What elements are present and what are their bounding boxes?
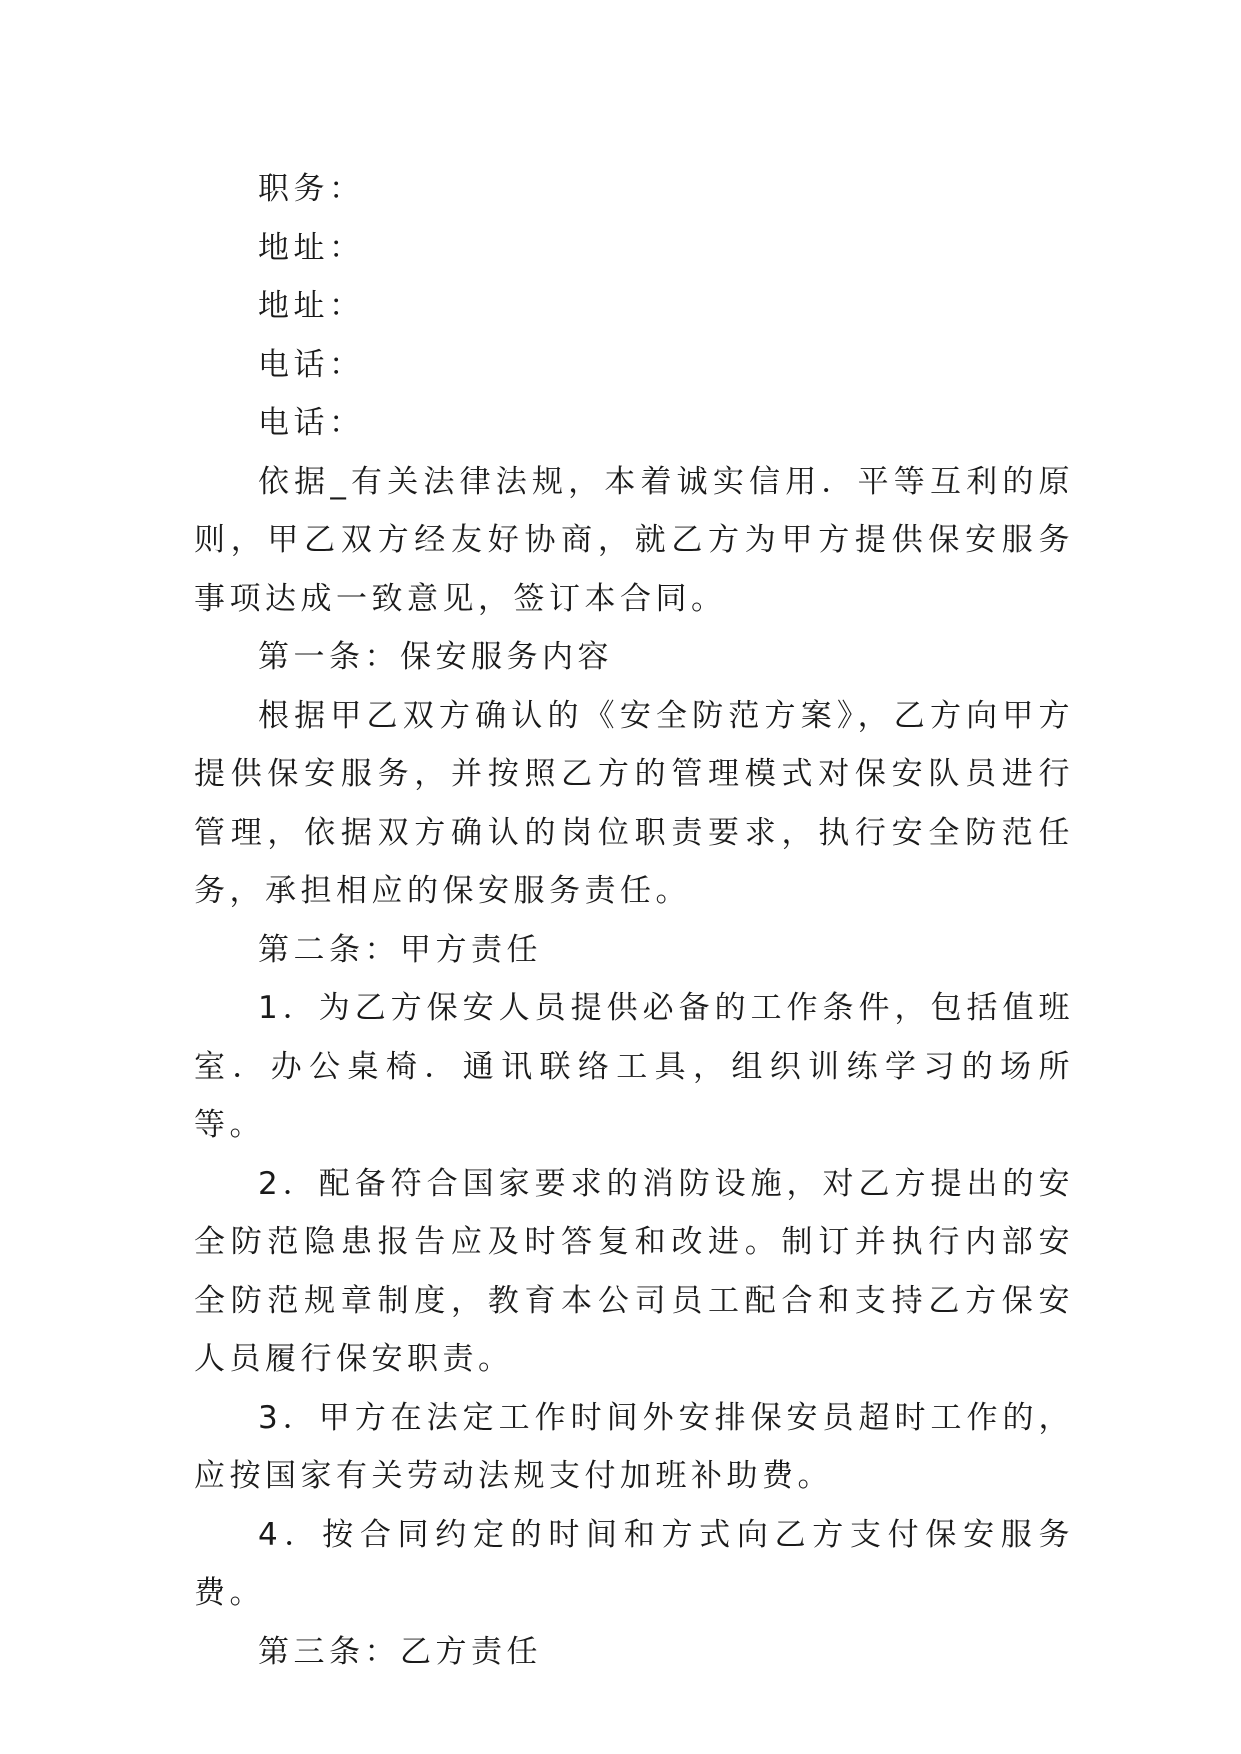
intro-paragraph: 依据_有关法律法规，本着诚实信用．平等互利的原则，甲乙双方经友好协商，就乙方为甲方提供保安服务事项达成一致意见，签订本合同。 — [194, 463, 1074, 617]
field-address-b: 地址： — [258, 288, 365, 324]
field-phone-a: 电话： — [258, 346, 365, 383]
contract-text — [194, 160, 1074, 1681]
article2-item-2: 2．配备符合国家要求的消防设施，对乙方提出的安全防范隐患报告应及时答复和改进。制订并执行内部安全防范规章制度，教育本公司员工配合和支持乙方保安人员履行保安职责。 — [194, 1165, 1074, 1377]
article2-item-4: 4．按合同约定的时间和方式向乙方支付保安服务费。 — [194, 1516, 1074, 1611]
article2-title: 第二条：甲方责任 — [258, 931, 542, 968]
field-phone-b: 电话： — [258, 405, 365, 441]
field-position: 职务： — [258, 171, 365, 207]
article2-item-1: 1．为乙方保安人员提供必备的工作条件，包括值班室．办公桌椅．通讯联络工具，组织训练学习的场所等。 — [194, 990, 1074, 1143]
article1-title: 第一条：保安服务内容 — [258, 639, 613, 675]
article1-body: 根据甲乙双方确认的《安全防范方案》，乙方向甲方提供保安服务，并按照乙方的管理模式对保安队员进行管理，依据双方确认的岗位职责要求，执行安全防范任务，承担相应的保安服务责任。 — [194, 697, 1074, 909]
field-address-a: 地址： — [258, 229, 365, 266]
article3-title: 第三条：乙方责任 — [258, 1633, 542, 1670]
article2-item-3: 3．甲方在法定工作时间外安排保安员超时工作的，应按国家有关劳动法规支付加班补助费。 — [194, 1399, 1074, 1494]
